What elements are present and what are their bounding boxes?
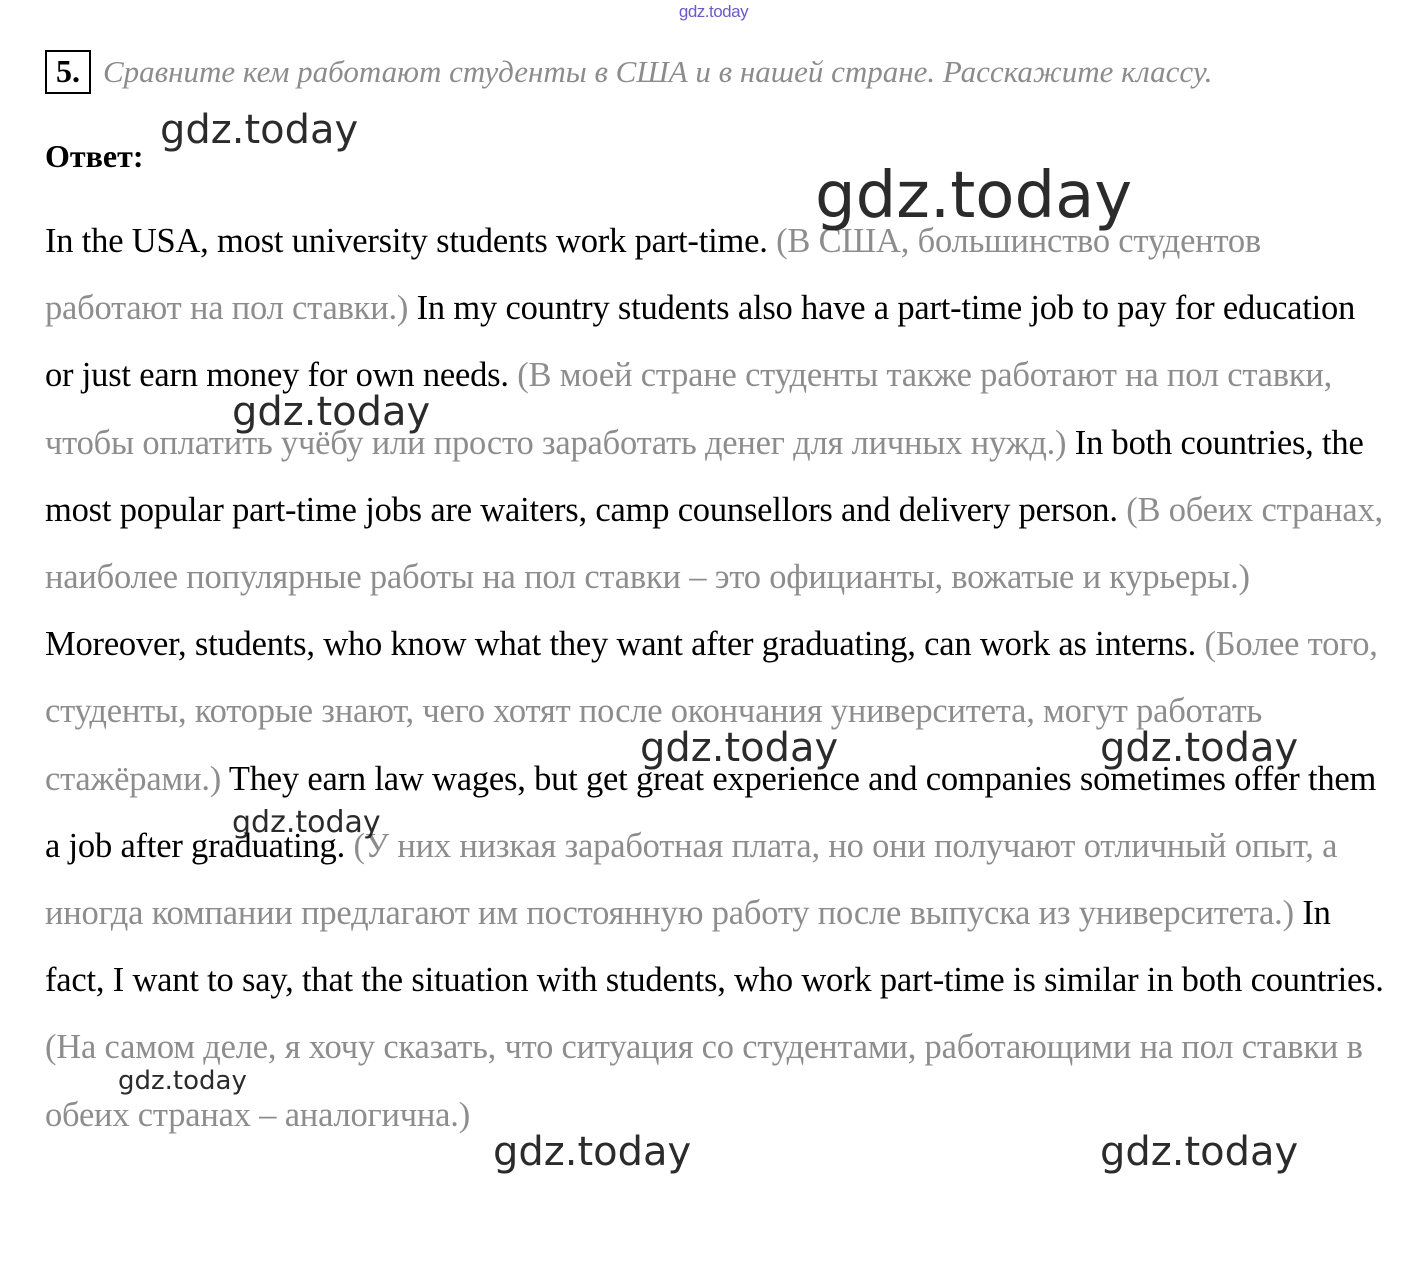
answer-segment-en: Moreover, students, who know what they want after graduating, can work as interns. bbox=[45, 625, 1197, 664]
answer-segment-ru: (В обеих странах, наиболее популярные работы на пол ставки – это официанты, вожатые и курьеры.) bbox=[45, 490, 1383, 597]
answer-segment-en: In my country students also have a part-time job to pay for education or just earn money for own needs. bbox=[45, 289, 1356, 395]
watermark: gdz.today bbox=[232, 389, 431, 435]
answer-segment-ru: (На самом деле, я хочу сказать, что ситуация со студентами, работающими на пол ставки в обеих странах – аналогична.) bbox=[45, 1028, 1363, 1134]
answer-label: Ответ: bbox=[45, 138, 144, 174]
answer-segment-ru: (Более того, студенты, которые знают, чего хотят после окончания университета, могут работать стажёрами.) bbox=[45, 625, 1378, 798]
watermark: gdz.today bbox=[640, 725, 839, 771]
answer-segment-en: They earn law wages, but get great experience and companies sometimes offer them a job after graduating. bbox=[45, 759, 1377, 865]
watermark: gdz.today bbox=[1100, 1129, 1299, 1175]
answer-segment-en: In the USA, most university students work part-time. bbox=[45, 222, 768, 260]
answer-segment-ru: (В моей стране студенты также работают на пол ставки, чтобы оплатить учёбу или просто заработать денег для личных нужд.) bbox=[45, 356, 1333, 462]
task-header bbox=[45, 46, 1375, 100]
task-text: Сравните кем работают студенты в США и в нашей стране. Расскажите классу. bbox=[103, 54, 1213, 89]
answer-segment-en: In both countries, the most popular part-time jobs are waiters, camp counsellors and delivery person. bbox=[45, 423, 1364, 529]
watermark: gdz.today bbox=[493, 1129, 692, 1175]
answer-segment-ru: (В США, большинство студентов работают на пол ставки.) bbox=[45, 222, 1262, 328]
top-watermark: gdz.today bbox=[678, 2, 749, 21]
answer-segment-ru: (У них низкая заработная плата, но они получают отличный опыт, а иногда компании предлагают им постоянную работу после выпуска из университета.) bbox=[45, 826, 1338, 933]
answer-body bbox=[45, 208, 1390, 1149]
watermark: gdz.today bbox=[232, 805, 381, 840]
watermark: gdz.today bbox=[160, 107, 359, 153]
watermark: gdz.today bbox=[815, 159, 1133, 233]
watermark: gdz.today bbox=[1100, 725, 1299, 771]
answer-segment-en: In fact, I want to say, that the situation with students, who work part-time is similar in both countries. bbox=[45, 894, 1384, 1000]
task-number-badge: 5. bbox=[45, 50, 91, 94]
watermark: gdz.today bbox=[118, 1066, 247, 1096]
